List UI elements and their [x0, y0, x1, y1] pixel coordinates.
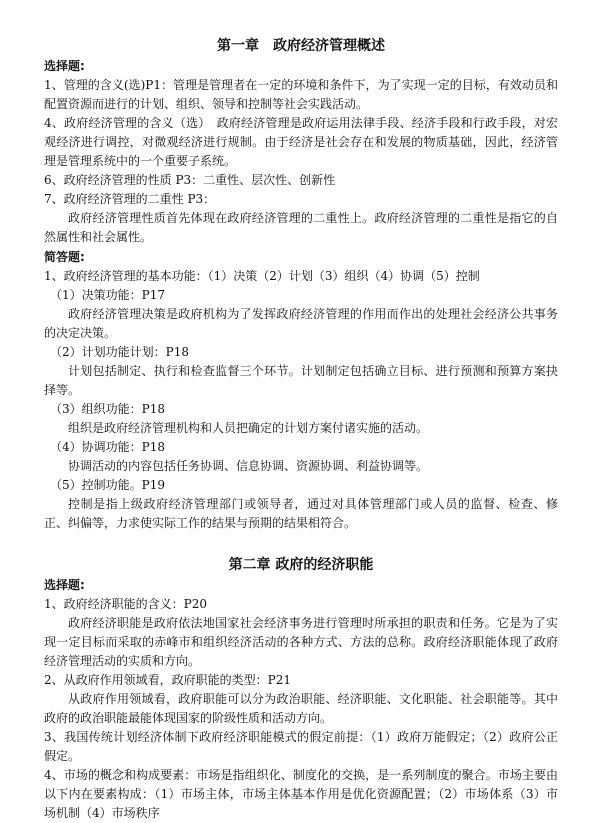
function-plan-text: 计划包括制定、执行和检查监督三个环节。计划制定包括确立目标、进行预测和预算方案抉择等。: [44, 364, 558, 397]
function-control-text: 控制是指上级政府经济管理部门或领导者，通过对具体管理部门或人员的监督、检查、修正、纠偏等，力求使实际工作的结果与预期的结果相符合。: [44, 497, 558, 530]
item-duality-head: 7、政府经济管理的二重性 P3：: [44, 192, 216, 206]
item-gov-econ-mgmt-nature: 6、政府经济管理的性质 P3：二重性、层次性、创新性: [44, 173, 336, 187]
item-econ-function-text: 政府经济职能是政府依法地国家社会经济事务进行管理时所承担的职责和任务。它是为了实现一定目标而采取的赤峰市和组织经济活动的各种方式、方法的总称。政府经济职能体现了政府经济管理活动的实质和方向。: [44, 616, 558, 668]
function-organize-head: （3）组织功能：P18: [50, 402, 165, 416]
item-management-definition: 1、管理的含义(选)P1：管理是管理者在一定的环境和条件下，为了实现一定的目标，有效动员和配置资源而进行的计划、组织、领导和控制等社会实践活动。: [44, 78, 558, 111]
function-plan-head: （2）计划功能计划：P18: [50, 345, 189, 359]
function-decision-head: （1）决策功能：P17: [50, 288, 165, 302]
item-market-concept: 4、市场的概念和构成要素：市场是指组织化、制度化的交换，是一系列制度的聚合。市场主要由以下内在要素构成：（1）市场主体，市场主体基本作用是优化资源配置；（2）市场体系（3）市场机制（4）市场秩序: [44, 768, 558, 820]
item-basic-functions: 1、政府经济管理的基本功能：（1）决策（2）计划（3）组织（4）协调（5）控制: [44, 269, 480, 283]
item-planned-economy-assumptions: 3、我国传统计划经济体制下政府经济职能模式的假定前提：（1）政府万能假定；（2）政府公正假定。: [44, 730, 558, 763]
short-answer-label: 简答题:: [44, 250, 85, 264]
item-econ-function-head: 1、政府经济职能的含义：P20: [44, 597, 207, 611]
item-gov-econ-mgmt-definition: 4、政府经济管理的含义（选） 政府经济管理是政府运用法律手段、经济手段和行政手段，对宏观经济进行调控，对微观经济进行规制。由于经济是社会存在和发展的物质基础，因此，经济管理是管理系统中的一个重要子系统。: [44, 116, 558, 168]
function-coordinate-head: （4）协调功能：P18: [50, 440, 165, 454]
multiple-choice-label-2: 选择题:: [44, 578, 85, 592]
chapter-2-title: 第二章 政府的经济职能: [228, 557, 374, 573]
multiple-choice-label: 选择题:: [44, 59, 85, 73]
chapter-1-title: 第一章 政府经济管理概述: [217, 38, 385, 54]
function-coordinate-text: 协调活动的内容包括任务协调、信息协调、资源协调、利益协调等。: [68, 459, 429, 473]
item-function-types-text: 从政府作用领域看，政府职能可以分为政治职能、经济职能、文化职能、社会职能等。其中政府的政治职能最能体现国家的阶级性质和活动方向。: [44, 692, 558, 725]
function-decision-text: 政府经济管理决策是政府机构为了发挥政府经济管理的作用而作出的处理社会经济公共事务的决定决策。: [44, 307, 558, 340]
function-organize-text: 组织是政府经济管理机构和人员把确定的计划方案付诸实施的活动。: [68, 421, 429, 435]
item-duality-text: 政府经济管理性质首先体现在政府经济管理的二重性上。政府经济管理的二重性是指它的自然属性和社会属性。: [44, 211, 558, 244]
item-function-types-head: 2、从政府作用领域看，政府职能的类型：P21: [44, 673, 291, 687]
function-control-head: （5）控制功能。P19: [50, 478, 165, 492]
